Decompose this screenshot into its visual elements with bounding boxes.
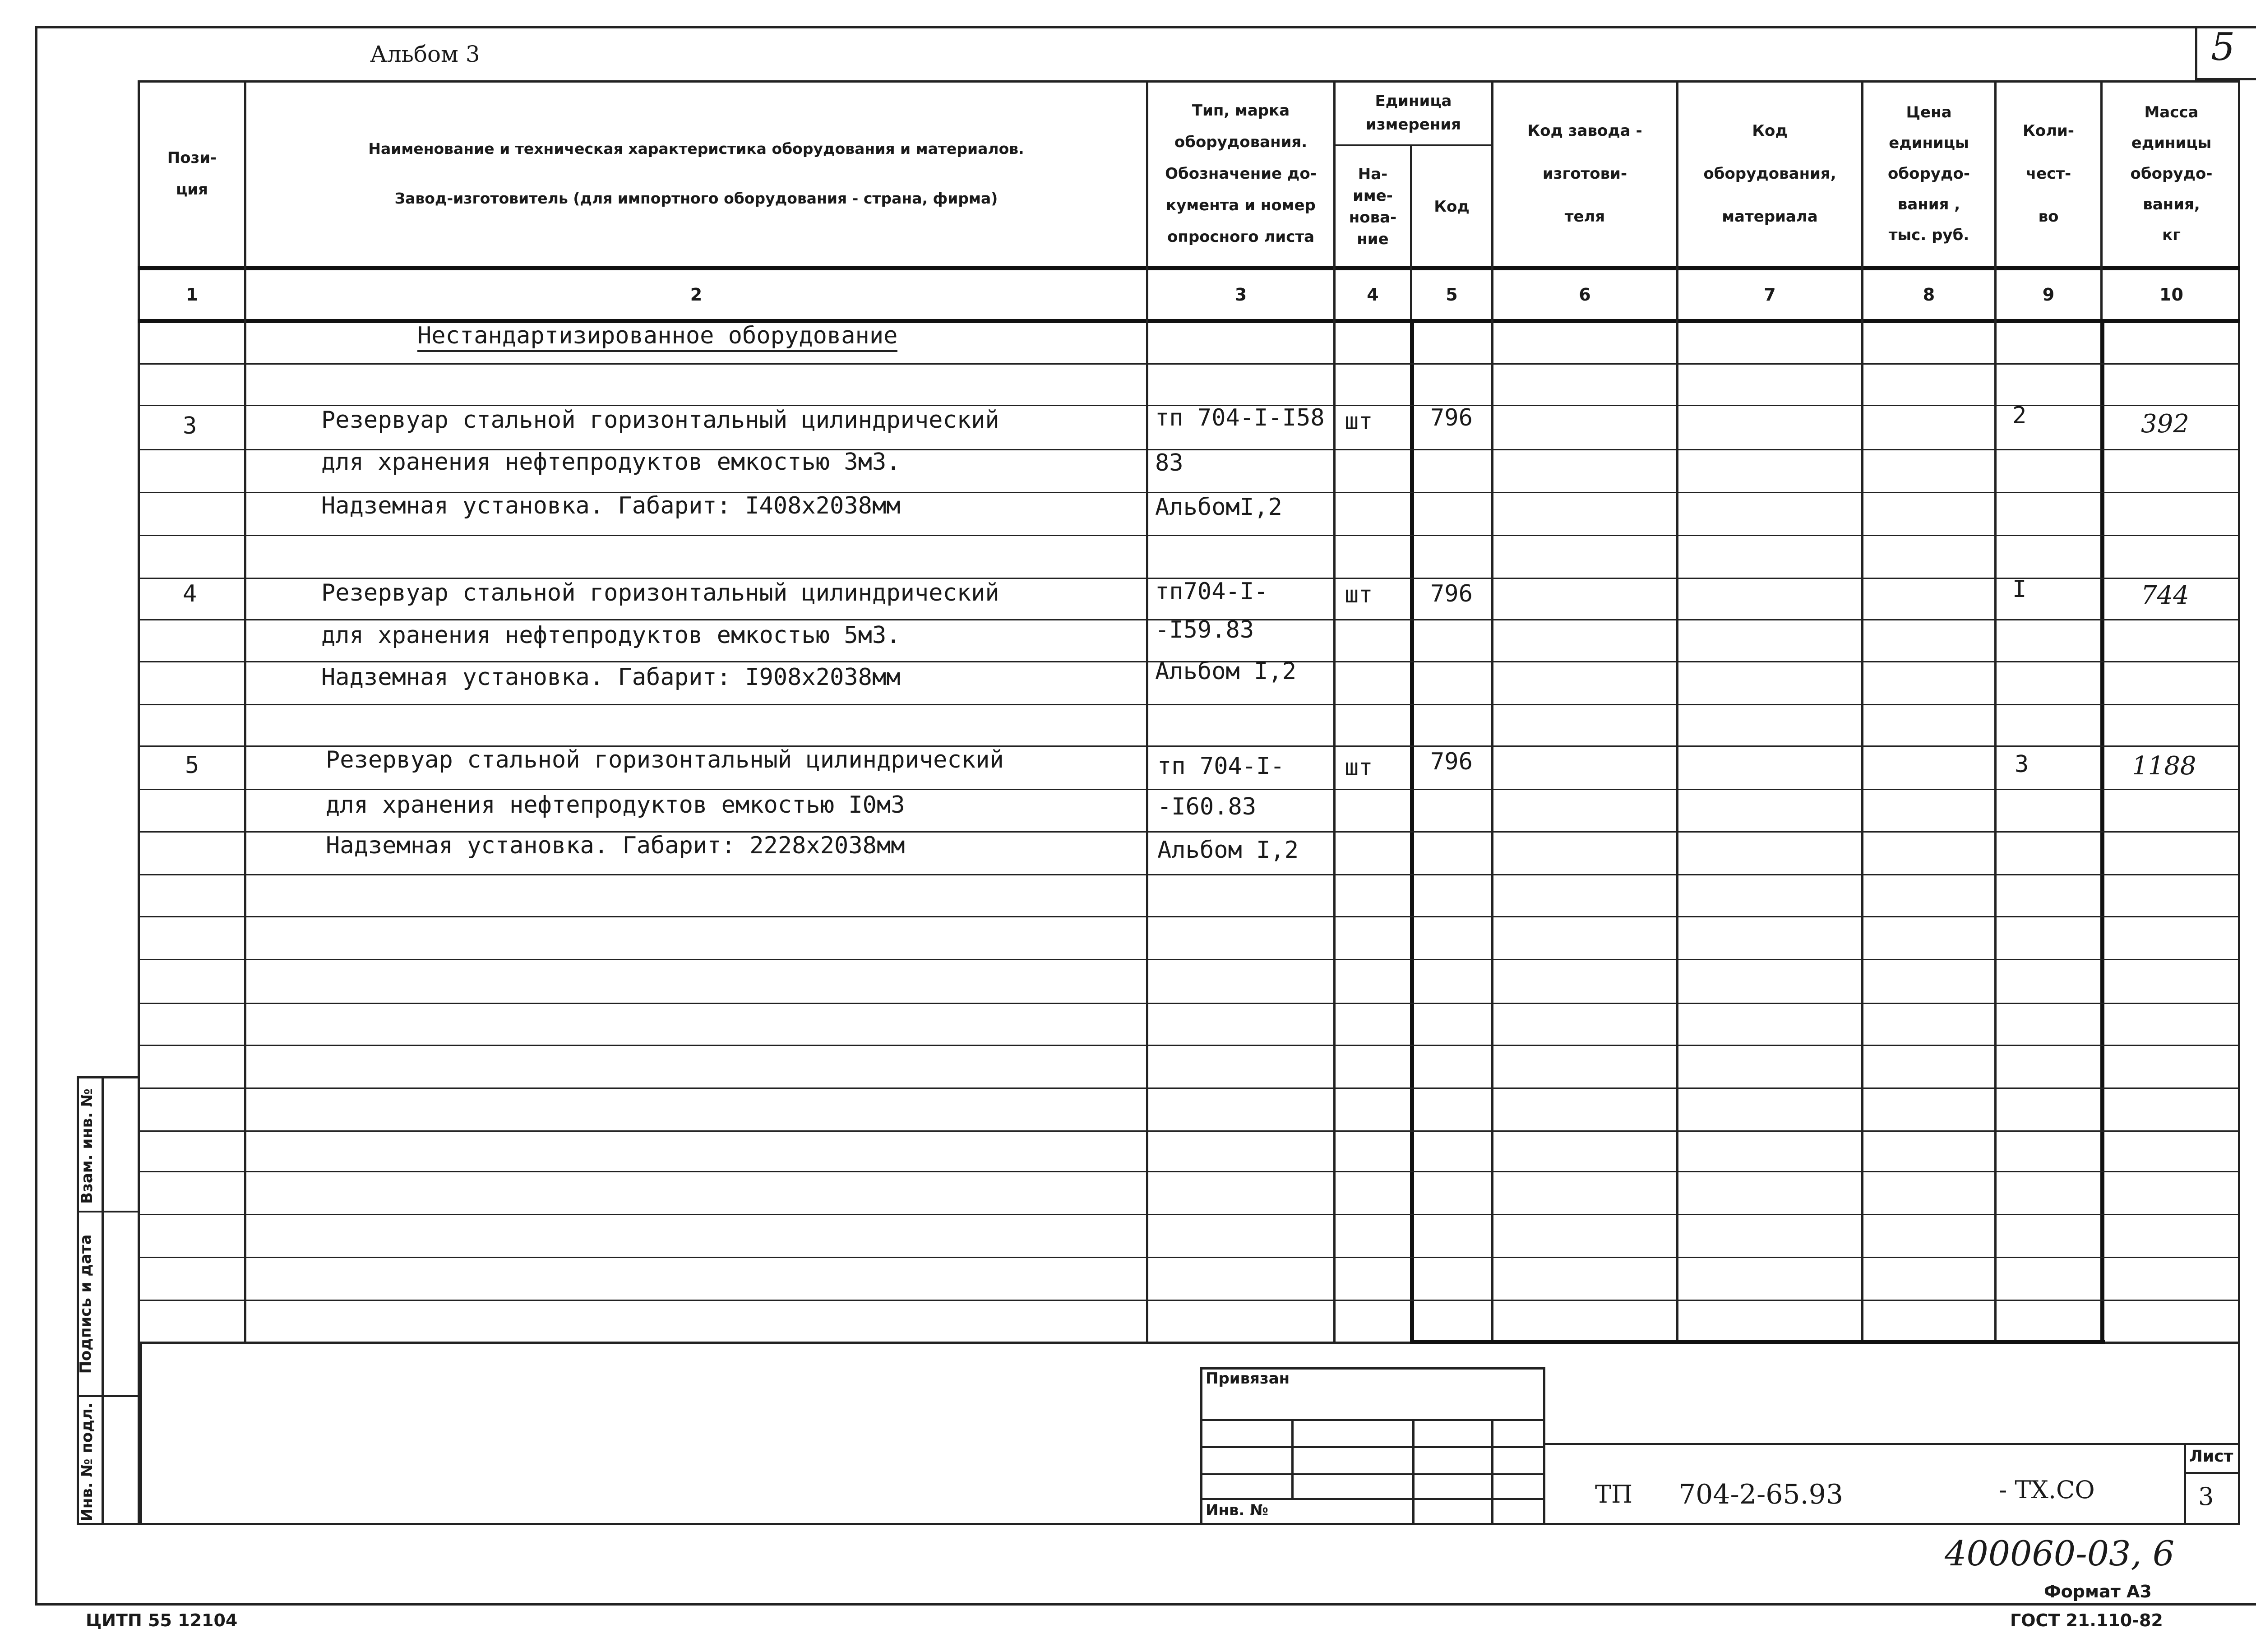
list-box-line xyxy=(2184,1472,2240,1474)
table-row-line xyxy=(140,1087,2238,1089)
col-line-2 xyxy=(1146,80,1148,1344)
side-stamp-divider xyxy=(102,1076,104,1525)
doc-suffix: - ТХ.СО xyxy=(1999,1476,2095,1504)
item-position: 3 xyxy=(183,412,197,440)
item-type-line: Альбом I,2 xyxy=(1155,658,1297,685)
privyazan-col xyxy=(1412,1419,1415,1525)
item-unit-code: 796 xyxy=(1430,748,1473,775)
doc-area-line xyxy=(1545,1443,2240,1445)
col-line-5 xyxy=(1491,80,1493,1344)
table-row-line xyxy=(140,363,2238,365)
side-stamp-inv-podl: Инв. № подл. xyxy=(78,1402,96,1522)
table-row-line xyxy=(140,1130,2238,1132)
item-unit-code: 796 xyxy=(1430,580,1473,607)
item-type-line: 83 xyxy=(1155,449,1183,477)
col-line-1 xyxy=(244,80,246,1344)
item-type-line: -I60.83 xyxy=(1157,793,1257,820)
format-label: Формат А3 xyxy=(2044,1582,2152,1601)
side-stamp-podpis: Подпись и дата xyxy=(77,1234,95,1374)
colnum-3: 3 xyxy=(1234,285,1247,305)
col-line-6 xyxy=(1676,80,1678,1344)
header-unit-name: На- име- нова- ние xyxy=(1349,165,1397,248)
col-line-3 xyxy=(1333,80,1336,1344)
privyazan-label: Привязан xyxy=(1206,1370,1290,1388)
header-equipment-code: Код оборудования, материала xyxy=(1703,121,1836,226)
item-unit: шт xyxy=(1345,408,1373,435)
side-stamp-vzam: Взам. инв. № xyxy=(78,1088,96,1204)
table-row-line xyxy=(140,1214,2238,1215)
table-row-line xyxy=(140,916,2238,917)
unit-group-divider xyxy=(1333,144,1491,146)
doc-number: 704-2-65.93 xyxy=(1678,1479,1844,1510)
colnum-1: 1 xyxy=(186,285,198,305)
colnum-10: 10 xyxy=(2159,285,2183,305)
section-title: Нестандартизированное оборудование xyxy=(417,324,897,352)
header-position: Пози- ция xyxy=(167,149,217,199)
table-row-line xyxy=(140,1171,2238,1172)
table-row-line xyxy=(140,1045,2238,1046)
table-row-line xyxy=(140,1003,2238,1004)
thick-line-bottom xyxy=(1410,1340,2105,1344)
list-label: Лист xyxy=(2189,1447,2233,1466)
item-quantity: 3 xyxy=(2015,751,2029,778)
item-mass: 1188 xyxy=(2132,751,2196,781)
privyazan-col xyxy=(1491,1419,1493,1525)
item-type-line: тп 704-I- xyxy=(1157,753,1285,780)
citp-label: ЦИТП 55 12104 xyxy=(86,1610,238,1630)
item-name-line: Резервуар стальной горизонтальный цилиндрический xyxy=(326,746,1004,773)
item-quantity: 2 xyxy=(2012,402,2027,429)
item-position: 4 xyxy=(183,580,197,607)
header-type: Тип, марка оборудования. Обозначение до- кумента и номер опросного листа xyxy=(1165,102,1317,246)
colnum-9: 9 xyxy=(2042,285,2055,305)
header-name: Наименование и техническая характеристика оборудования и материалов. Завод-изготовитель (для импортного оборудования - страна, фирма) xyxy=(368,140,1024,207)
table-row-line xyxy=(140,535,2238,536)
colnum-5: 5 xyxy=(1446,285,1458,305)
item-type-line: тп 704-I-I58 xyxy=(1155,404,1325,431)
colnum-6: 6 xyxy=(1579,285,1591,305)
item-name-line: Надземная установка. Габарит: 2228х2038мм xyxy=(326,832,905,859)
item-position: 5 xyxy=(185,752,199,779)
table-row-line xyxy=(140,704,2238,705)
item-name-line: для хранения нефтепродуктов емкостью I0м3 xyxy=(326,791,905,819)
table-row-line xyxy=(140,959,2238,960)
inv-no-label: Инв. № xyxy=(1206,1501,1269,1519)
privyazan-col xyxy=(1291,1419,1294,1498)
privyazan-line xyxy=(1200,1446,1545,1448)
list-value: 3 xyxy=(2198,1482,2214,1511)
item-unit: шт xyxy=(1345,754,1373,781)
item-name-line: для хранения нефтепродуктов емкостью 3м3. xyxy=(321,449,901,476)
header-quantity: Коли- чест- во xyxy=(2023,121,2074,226)
item-mass: 392 xyxy=(2141,409,2189,439)
header-unit-group: Единица измерения xyxy=(1366,92,1461,134)
item-unit: шт xyxy=(1345,581,1373,608)
sheet-number: 5 xyxy=(2211,25,2235,69)
header-unit-code: Код xyxy=(1434,197,1470,216)
header-price: Цена единицы оборудо- вания , тыс. руб. xyxy=(1888,103,1970,244)
header-mass: Масса единицы оборудо- вания, кг xyxy=(2130,103,2213,244)
item-name-line: Резервуар стальной горизонтальный цилиндрический xyxy=(321,407,999,434)
gost-label: ГОСТ 21.110-82 xyxy=(2010,1610,2163,1630)
item-name-line: Надземная установка. Габарит: I908х2038мм xyxy=(321,664,901,691)
item-name-line: Резервуар стальной горизонтальный цилиндрический xyxy=(321,579,999,606)
item-type-line: тп704-I- xyxy=(1155,578,1268,605)
title-block-frame xyxy=(140,1344,2240,1525)
col-line-8 xyxy=(1994,80,1997,1344)
colnum-4: 4 xyxy=(1367,285,1379,305)
privyazan-line xyxy=(1200,1419,1545,1421)
colnum-2: 2 xyxy=(690,285,703,305)
privyazan-line xyxy=(1200,1473,1545,1475)
table-row-line xyxy=(140,874,2238,875)
item-quantity: I xyxy=(2012,576,2027,603)
doc-tp: ТП xyxy=(1595,1480,1633,1509)
item-name-line: Надземная установка. Габарит: I408х2038мм xyxy=(321,492,901,519)
header-factory-code: Код завода - изготови- теля xyxy=(1527,121,1642,226)
album-label: Альбом 3 xyxy=(370,41,480,67)
privyazan-line xyxy=(1200,1498,1545,1500)
item-type-line: -I59.83 xyxy=(1155,616,1254,643)
table-row-line xyxy=(140,1257,2238,1258)
item-unit-code: 796 xyxy=(1430,404,1473,431)
col-line-7 xyxy=(1861,80,1863,1344)
handwritten-code: 400060-03, 6 xyxy=(1945,1533,2175,1573)
table-row-line xyxy=(140,789,2238,790)
colnum-8: 8 xyxy=(1923,285,1935,305)
table-row-line xyxy=(140,1300,2238,1301)
item-mass: 744 xyxy=(2141,581,2189,610)
item-type-line: Альбом I,2 xyxy=(1157,837,1299,864)
item-name-line: для хранения нефтепродуктов емкостью 5м3. xyxy=(321,622,901,649)
item-type-line: АльбомI,2 xyxy=(1155,494,1282,521)
colnum-7: 7 xyxy=(1764,285,1776,305)
header-divider xyxy=(138,266,2240,270)
